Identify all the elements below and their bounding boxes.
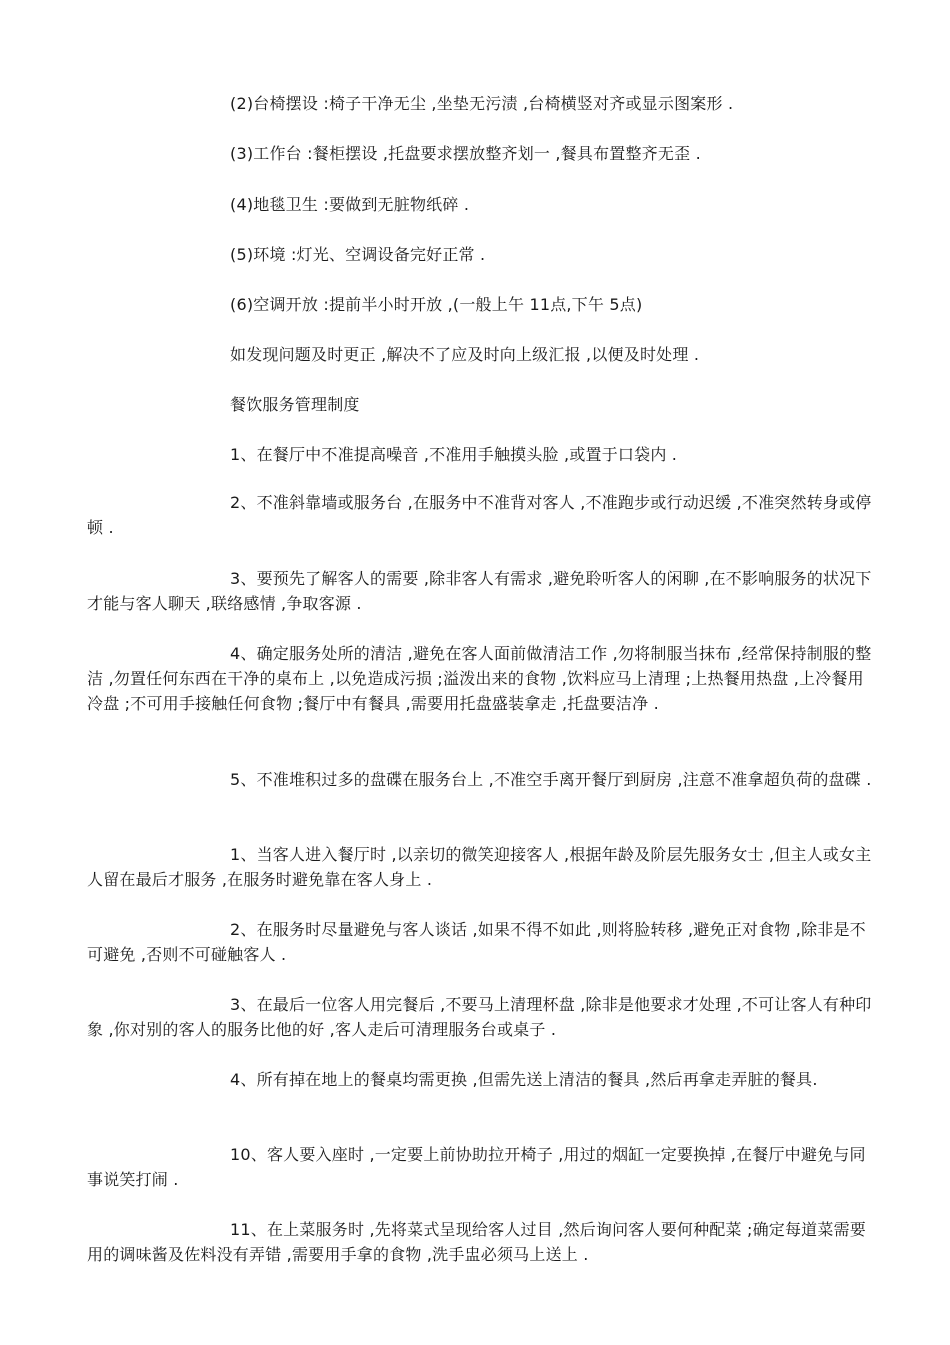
rule-item: 1、在餐厅中不准提高噪音 ,不准用手触摸头脸 ,或置于口袋内 . (230, 445, 678, 464)
paragraph-air-conditioning: (6)空调开放 :提前半小时开放 ,(一般上午 11点,下午 5点) (230, 295, 643, 314)
rule-item: 1、当客人进入餐厅时 ,以亲切的微笑迎接客人 ,根据年龄及阶层先服务女士 ,但主人或女主人留在最后才服务 ,在服务时避免靠在客人身上 . (87, 845, 872, 889)
paragraph-carpet: (4)地毯卫生 :要做到无脏物纸碎 . (230, 195, 470, 214)
rule-item: 3、在最后一位客人用完餐后 ,不要马上清理杯盘 ,除非是他要求才处理 ,不可让客人有种印象 ,你对别的客人的服务比他的好 ,客人走后可清理服务台或桌子 . (87, 995, 872, 1039)
rule-item: 5、不准堆积过多的盘碟在服务台上 ,不准空手离开餐厅到厨房 ,注意不准拿超负荷的盘碟 . (230, 770, 872, 789)
rule-item: 10、客人要入座时 ,一定要上前协助拉开椅子 ,用过的烟缸一定要换掉 ,在餐厅中避免与同事说笑打闹 . (87, 1145, 866, 1189)
section-heading: 餐饮服务管理制度 (230, 395, 360, 414)
paragraph-report-issues: 如发现问题及时更正 ,解决不了应及时向上级汇报 ,以便及时处理 . (230, 345, 700, 364)
rule-item: 2、不准斜靠墙或服务台 ,在服务中不准背对客人 ,不准跑步或行动迟缓 ,不准突然转身或停顿 . (87, 493, 872, 537)
paragraph-workbench: (3)工作台 :餐柜摆设 ,托盘要求摆放整齐划一 ,餐具布置整齐无歪 . (230, 144, 701, 163)
paragraph-environment: (5)环境 :灯光、空调设备完好正常 . (230, 245, 486, 264)
rule-item: 2、在服务时尽量避免与客人谈话 ,如果不得不如此 ,则将脸转移 ,避免正对食物 ,除非是不可避免 ,否则不可碰触客人 . (87, 920, 866, 964)
rule-item: 11、在上菜服务时 ,先将菜式呈现给客人过目 ,然后询问客人要何种配菜 ;确定每道菜需要用的调味酱及佐料没有弄错 ,需要用手拿的食物 ,洗手盅必须马上送上 . (87, 1220, 866, 1264)
rule-item: 4、确定服务处所的清洁 ,避免在客人面前做清洁工作 ,勿将制服当抹布 ,经常保持制服的整洁 ,勿置任何东西在干净的桌布上 ,以免造成污损 ;溢泼出来的食物 ,饮料应马上清理 ;上热餐用热盘 ,上冷餐用冷盘 ;不可用手接触任何食物 ;餐厅中有餐具 ,需要用托盘盛装拿走 ,托盘要洁净 . (87, 644, 872, 713)
paragraph-tables-chairs: (2)台椅摆设 :椅子干净无尘 ,坐垫无污渍 ,台椅横竖对齐或显示图案形 . (230, 94, 734, 113)
rule-item: 4、所有掉在地上的餐桌均需更换 ,但需先送上清洁的餐具 ,然后再拿走弄脏的餐具. (230, 1070, 818, 1089)
rule-item: 3、要预先了解客人的需要 ,除非客人有需求 ,避免聆听客人的闲聊 ,在不影响服务的状况下才能与客人聊天 ,联络感情 ,争取客源 . (87, 569, 872, 613)
